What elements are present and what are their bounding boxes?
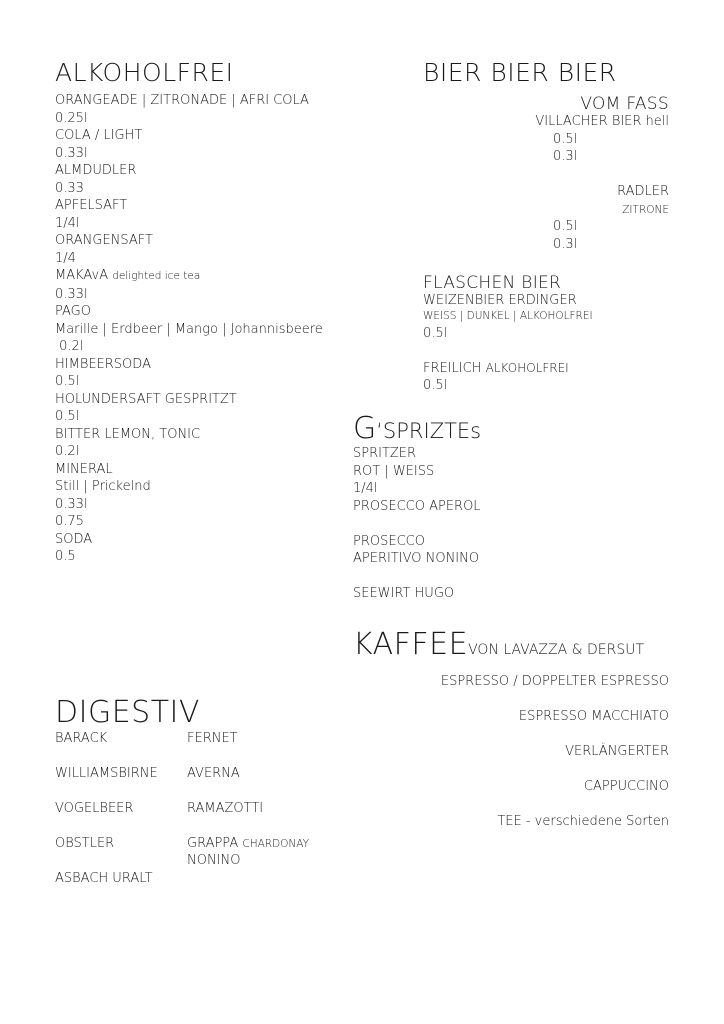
list-item: 1/4	[55, 250, 76, 266]
gspritzt-title-g: G	[353, 411, 377, 446]
list-item: 0.33l	[55, 286, 88, 302]
radler-size-03: 0.3l	[553, 237, 578, 252]
digestiv-item-ramazotti: RAMAZOTTI	[187, 801, 264, 816]
list-item: SPRITZER	[353, 446, 417, 461]
list-item: 0.2l	[55, 339, 84, 354]
list-item: 0.75	[55, 514, 84, 529]
list-item: ORANGENSAFT	[55, 233, 153, 248]
alkoholfrei-list	[55, 92, 323, 566]
list-item: APFELSAFT	[55, 198, 128, 213]
kaffee-item-cappuccino: CAPPUCCINO	[583, 779, 669, 794]
kaffee-item-tee: TEE - verschiedene Sorten	[497, 814, 669, 829]
digestiv-item-averna: AVERNA	[187, 766, 240, 781]
gspritzt-list	[353, 445, 481, 603]
kaffee-item-espresso: ESPRESSO / DOPPELTER ESPRESSO	[440, 674, 669, 689]
weizenbier: WEIZENBIER ERDINGER	[423, 293, 577, 308]
kaffee-subtitle: VON LAVAZZA & DERSUT	[468, 642, 645, 658]
list-item: ORANGEADE | ZITRONADE | AFRI COLA	[55, 93, 309, 108]
kaffee-item-verlaengerter: VERLÄNGERTER	[565, 744, 669, 759]
list-item: 0.5	[55, 549, 76, 564]
freilich-size: 0.5l	[423, 378, 448, 393]
list-item: APERITIVO NONINO	[353, 551, 480, 566]
list-item: HOLUNDERSAFT GESPRITZT	[55, 391, 237, 407]
digestiv-item-vogelbeer: VOGELBEER	[55, 801, 134, 816]
list-item: SEEWIRT HUGO	[353, 586, 455, 601]
digestiv-item-grappa	[187, 835, 309, 854]
freilich	[423, 360, 569, 378]
digestiv-item-fernet: FERNET	[187, 731, 238, 746]
freilich-sub: ALKOHOLFREI	[485, 361, 569, 375]
list-item: 0.33l	[55, 145, 88, 161]
list-item: 1/4l	[55, 215, 80, 231]
list-item: COLA / LIGHT	[55, 128, 143, 143]
freilich-label: FREILICH	[423, 361, 482, 376]
flaschen-bier-heading: FLASCHEN BIER	[423, 273, 562, 293]
grappa-note: CHARDONAY	[242, 838, 310, 850]
list-item: PROSECCO	[353, 533, 425, 549]
list-item: ALMDUDLER	[55, 163, 137, 178]
radler: RADLER	[617, 184, 669, 199]
list-item: 0.5l	[55, 374, 80, 389]
digestiv-item-barack: BARACK	[55, 731, 108, 746]
weizenbier-sub: WEISS | DUNKEL | ALKOHOLFREI	[423, 310, 593, 322]
grappa-label: GRAPPA	[187, 836, 239, 851]
list-item: HIMBEERSODA	[55, 356, 151, 372]
list-item-makava	[55, 267, 323, 286]
bier-title: BIER BIER BIER	[423, 58, 617, 87]
alkoholfrei-title: ALKOHOLFREI	[55, 58, 234, 87]
list-item: 0.5l	[55, 409, 80, 424]
kaffee-title	[353, 628, 644, 667]
list-item: 0.33	[55, 180, 84, 196]
list-item	[353, 515, 481, 533]
villacher-size-03: 0.3l	[553, 149, 578, 164]
villacher-bier: VILLACHER BIER hell	[535, 114, 669, 129]
list-item: SODA	[55, 531, 93, 547]
villacher-size-05: 0.5l	[553, 132, 578, 147]
makava-note: delighted ice tea	[112, 270, 201, 282]
list-item: 0.25l	[55, 110, 88, 126]
radler-zitrone: ZITRONE	[622, 204, 669, 216]
list-item: PROSECCO APEROL	[353, 498, 481, 514]
digestiv-item-asbach: ASBACH URALT	[55, 871, 153, 886]
list-item: PAGO	[55, 304, 91, 319]
list-item: Still | Prickelnd	[55, 479, 151, 494]
list-item: Marille | Erdbeer | Mango | Johannisbeere	[55, 321, 323, 337]
list-item: BITTER LEMON, TONIC	[55, 426, 201, 442]
kaffee-title-main: KAFFEE	[353, 627, 469, 662]
list-item: 0.33l	[55, 496, 88, 512]
vom-fass-heading: VOM FASS	[580, 94, 669, 114]
radler-size-05: 0.5l	[553, 219, 578, 234]
list-item: MINERAL	[55, 461, 113, 477]
gspritzt-title-rest: ‘SPRIZTEs	[376, 419, 482, 443]
digestiv-item-obstler: OBSTLER	[55, 836, 115, 851]
list-item	[353, 568, 481, 586]
digestiv-item-williamsbirne: WILLIAMSBIRNE	[55, 766, 158, 781]
makava-label: MAKAvA	[55, 268, 109, 283]
weizenbier-size: 0.5l	[423, 326, 448, 341]
kaffee-item-macchiato: ESPRESSO MACCHIATO	[518, 709, 669, 724]
list-item: 0.2l	[55, 444, 80, 459]
digestiv-item-grappa-nonino: NONINO	[187, 853, 241, 868]
list-item: 1/4l	[353, 481, 378, 496]
digestiv-title: DIGESTIV	[55, 695, 200, 730]
list-item: ROT | WEISS	[353, 463, 435, 479]
